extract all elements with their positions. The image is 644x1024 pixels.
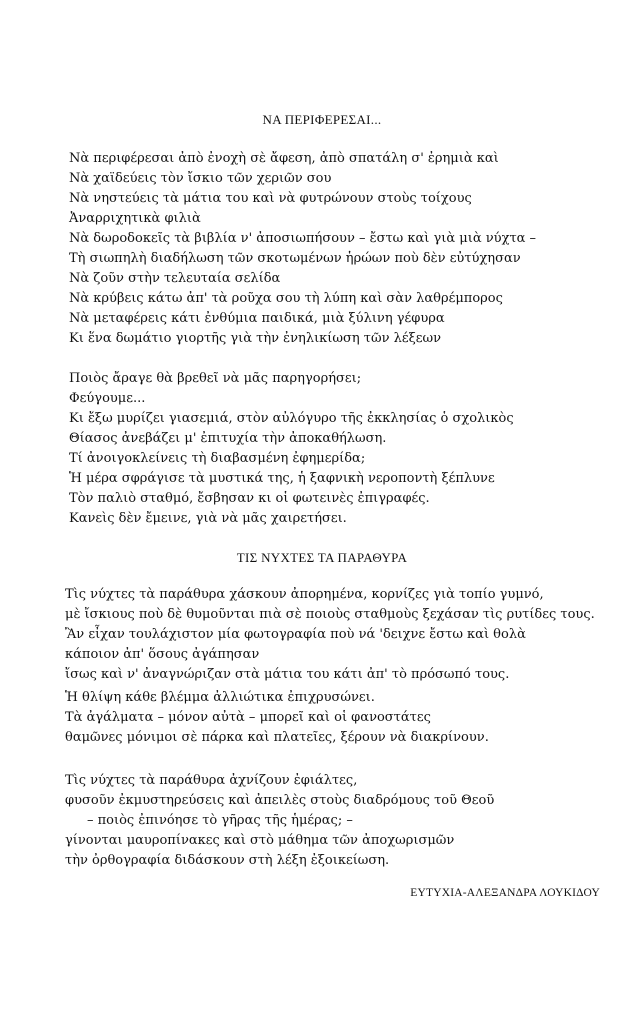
- verse-line: φυσοῦν ἐκμυστηρεύσεις καὶ ἀπειλὲς στοὺς διαδρόμους τοῦ Θεοῦ: [65, 793, 495, 808]
- verse-line: Τὶς νύχτες τὰ παράθυρα ἀχνίζουν ἐφιάλτες,: [65, 773, 358, 788]
- verse-line: Ἡ μέρα σφράγισε τὰ μυστικά της, ἡ ξαφνικὴ νεροποντὴ ξέπλυνε: [69, 471, 495, 486]
- verse-line: Κανεὶς δὲν ἔμεινε, γιὰ νὰ μᾶς χαιρετήσει.: [69, 511, 347, 526]
- verse-line: κάποιον ἀπ' ὅσους ἀγάπησαν: [65, 647, 260, 662]
- verse-line: Ἡ θλίψη κάθε βλέμμα ἀλλιώτικα ἐπιχρυσώνει.: [65, 690, 375, 705]
- verse-line: – ποιὸς ἐπινόησε τὸ γῆρας τῆς ἡμέρας; –: [87, 813, 353, 828]
- verse-line: Τὶς νύχτες τὰ παράθυρα χάσκουν ἀπορημένα, κορνίζες γιὰ τοπίο γυμνό,: [65, 587, 544, 602]
- verse-line: Νὰ δωροδοκεῖς τὰ βιβλία ν' ἀποσιωπήσουν – ἔστω καὶ γιὰ μιὰ νύχτα –: [69, 231, 537, 246]
- verse-line: Νὰ περιφέρεσαι ἀπὸ ἐνοχὴ σὲ ἄφεση, ἀπὸ σπατάλη σ' ἐρημιὰ καὶ: [69, 151, 499, 166]
- verse-line: Τὰ ἀγάλματα – μόνον αὐτὰ – μπορεῖ καὶ οἱ φανοστάτες: [65, 710, 431, 725]
- stanza: [65, 771, 494, 871]
- verse-line: γίνονται μαυροπίνακες καὶ στὸ μάθημα τῶν ἀποχωρισμῶν: [65, 833, 455, 848]
- verse-line: Τὸν παλιὸ σταθμό, ἔσβησαν κι οἱ φωτεινὲς ἐπιγραφές.: [69, 491, 430, 506]
- stanza: [69, 149, 536, 349]
- verse-line: Νὰ νηστεύεις τὰ μάτια του καὶ νὰ φυτρώνουν στοὺς τοίχους: [69, 191, 472, 206]
- verse-line: Νὰ ζοῦν στὴν τελευταία σελίδα: [69, 271, 281, 286]
- verse-line: Θίασος ἀνεβάζει μ' ἐπιτυχία τὴν ἀποκαθήλωση.: [69, 431, 387, 446]
- verse-line: Νὰ κρύβεις κάτω ἀπ' τὰ ροῦχα σου τὴ λύπη καὶ σὰν λαθρέμπορος: [69, 291, 503, 306]
- poem-title: ΝΑ ΠΕΡΙΦΕΡΕΣΑΙ...: [262, 112, 382, 127]
- stanza: [65, 585, 595, 685]
- verse-line: Νὰ χαϊδεύεις τὸν ἴσκιο τῶν χεριῶν σου: [69, 171, 332, 186]
- verse-line: ἴσως καὶ ν' ἀναγνώριζαν στὰ μάτια του κάτι ἀπ' τὸ πρόσωπό τους.: [65, 667, 510, 682]
- stanza: [65, 688, 489, 748]
- verse-line: Τὴ σιωπηλὴ διαδήλωση τῶν σκοτωμένων ἡρώων ποὺ δὲν εὐτύχησαν: [69, 251, 521, 266]
- verse-line: Ἀναρριχητικὰ φιλιὰ: [69, 211, 201, 226]
- verse-line: Νὰ μεταφέρεις κάτι ἐνθύμια παιδικά, μιὰ ξύλινη γέφυρα: [69, 311, 445, 326]
- poem-title: ΤΙΣ ΝΥΧΤΕΣ ΤΑ ΠΑΡΑΘΥΡΑ: [236, 550, 408, 565]
- author-signature: ΕΥΤΥΧΙΑ-ΑΛΕΞΑΝΔΡΑ ΛΟΥΚΙΔΟΥ: [410, 887, 600, 899]
- verse-line: Ἂν εἶχαν τουλάχιστον μία φωτογραφία ποὺ νά 'δειχνε ἔστω καὶ θολὰ: [65, 627, 526, 642]
- verse-line: μὲ ἴσκιους ποὺ δὲ θυμοῦνται πιὰ σὲ ποιοὺς σταθμοὺς ξεχάσαν τὶς ρυτίδες τους.: [65, 607, 595, 622]
- verse-line: Ποιὸς ἄραγε θὰ βρεθεῖ νὰ μᾶς παρηγορήσει;: [69, 371, 362, 386]
- verse-line: θαμῶνες μόνιμοι σὲ πάρκα καὶ πλατεῖες, ξέρουν νὰ διακρίνουν.: [65, 730, 489, 745]
- verse-line: Κι ἕνα δωμάτιο γιορτῆς γιὰ τὴν ἐνηλικίωση τῶν λέξεων: [69, 331, 441, 346]
- verse-line: Τί ἀνοιγοκλείνεις τὴ διαβασμένη ἐφημερίδα;: [69, 451, 366, 466]
- verse-line: τὴν ὀρθογραφία διδάσκουν στὴ λέξη ἐξοικείωση.: [65, 853, 390, 868]
- verse-line: Φεύγουμε...: [69, 391, 146, 406]
- verse-line: Κι ἔξω μυρίζει γιασεμιά, στὸν αὐλόγυρο τῆς ἐκκλησίας ὁ σχολικὸς: [69, 411, 514, 426]
- stanza: [69, 369, 514, 529]
